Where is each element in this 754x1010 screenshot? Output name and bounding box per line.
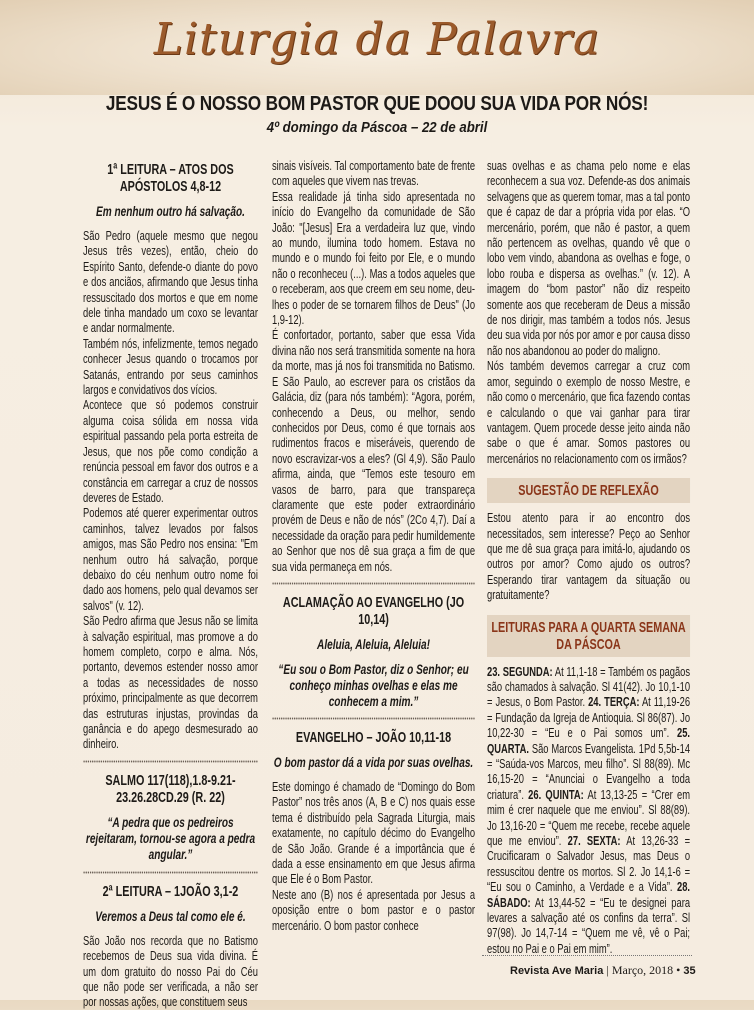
reading1-title: 1ª LEITURA – ATOS DOS APÓSTOLOS 4,8-12 [107, 161, 234, 195]
reading2-subtitle: Veremos a Deus tal como ele é. [95, 907, 246, 924]
divider [83, 871, 258, 874]
paragraph: São João nos recorda que no Batismo recebemos de Deus sua vida divina. É um dom gratuito do nosso Pai do Céu que não pode ser verificada, a não ser por nossas ações, que constituem seus [83, 932, 258, 1010]
paragraph: Também nós, infelizmente, temos negado conhecer Jesus quando o trocamos por Satanás, entrando por seus caminhos largos e convidativos dos vícios. [83, 335, 258, 398]
week-readings-heading: LEITURAS PARA A QUARTA SEMANA DA PÁSCOA [487, 615, 690, 657]
paragraph: São Pedro afirma que Jesus não se limita à salvação espiritual, mas promove a do homem completo, corpo e alma. Nós, portanto, devemos estender nosso amor a todas as necessidades de nosso próximo, principalmente as que decorrem das estruturas injustas, provindas da ganância e do apego desmesurado ao dinheiro. [83, 613, 258, 752]
gospel-title: EVANGELHO – JOÃO 10,11-18 [295, 728, 452, 746]
magazine-name: Revista Ave Maria [510, 965, 604, 977]
day-label: 27. SEXTA: [567, 833, 621, 849]
paragraph: suas ovelhas e as chama pelo nome e elas reconhecem a sua voz. Defende-as dos animais selvagens que as querem tomar, mas a tal ponto que é capaz de dar a própria vida por elas. “O mercenário, porém, que não é pastor, a quem não pertencem as ovelhas, quando vê que o lobo vem vindo, abandona as ovelhas e foge, o lobo rouba e dispersa as ovelhas.” (v. 12). A imagem do “bom pastor” não diz respeito somente aos que receberam de Deus a missão de nos dirigir, mas também a todos nós. Jesus deu sua vida por nós por amor e por causa disso não nos abandonou ao poder do maligno. [487, 158, 691, 358]
page-number: 35 [683, 965, 696, 977]
reading2-title: 2ª LEITURA – 1JOÃO 3,1-2 [102, 882, 239, 900]
divider [272, 717, 475, 720]
day-label: 26. QUINTA: [528, 786, 584, 802]
paragraph: É confortador, portanto, saber que essa Vida divina não nos será transmitida somente na hora da morte, mas já nos foi transmitida no Batismo. E São Paulo, ao escrever para os cristãos da Galácia, diz (para nós também): “Agora, porém, conhecendo a Deus, ou melhor, sendo conhecidos por Deus, como é que tornais aos rudimentos fracos e miseráveis, querendo de novo escravizar-vos a eles? (Gl 4,9). São Paulo afirma, ainda, que “Temos este tesouro em vasos de barro, para que transpareça claramente que este poder extraordinário provém de Deus e não de nós” (2Co 4,7). Daí a necessidade da oração para pedir humildemente ao Senhor que nos dê sua graça a fim de que sua vida permaneça em nós. [272, 327, 476, 574]
paragraph: São Pedro (aquele mesmo que negou Jesus três vezes), então, cheio do Espírito Santo, defende-o diante do povo e dos anciãos, afirmando que Jesus tinha ressuscitado dos mortos e que em nome dele tinha mandado um coxo se levantar e andar normalmente. [83, 228, 258, 336]
paragraph: Este domingo é chamado de “Domingo do Bom Pastor” nos três anos (A, B e C) nos quais esse tema é distribuído pela Sagrada Liturgia, mais exatamente, no capítulo décimo do Evangelho de São João. Grande é a importância que é dada a esse ensinamento em que Jesus afirma que Ele é o Bom Pastor. [272, 778, 476, 887]
paragraph: Neste ano (B) nos é apresentada por Jesus a oposição entre o bom pastor e o pastor mercenário. O bom pastor conhece [272, 886, 476, 933]
day-text: At 11,1-18 = Também os pagãos são chamados à salvação. Sl 41(42). Jo 10,1-10 = Jesus, o Bom Pastor. [487, 663, 691, 710]
paragraph: Nós também devemos carregar a cruz com amor, seguindo o exemplo de nosso Mestre, e não como o mercenário, que fica fazendo contas e calculando o que vai ganhar para tirar vantagem. Quem procede desse jeito ainda não sabe o que é amar. Somos pastores ou mercenários no relacionamento com os irmãos? [487, 358, 691, 466]
day-label: 24. TERÇA: [588, 694, 640, 710]
day-text: At 13,44-52 = “Eu te designei para levares a salvação até os confins da terra”. Sl 97(98). Jo 14,7-14 = “Quem me vê, vê o Pai; estou no Pai e o Pai em mim”. [487, 894, 691, 956]
paragraph: sinais visíveis. Tal comportamento bate de frente com aqueles que vivem nas trevas. [272, 158, 476, 189]
footer-divider [482, 955, 692, 956]
paragraph: Essa realidade já tinha sido apresentada no início do Evangelho da comunidade de São João: "[Jesus] Era a verdadeira luz que, vindo ao mundo, ilumina todo homem. Estava no mundo e o mundo foi feito por Ele, e o mundo não o reconheceu (...). Mas a todos aqueles que o receberam, aos que creem em seu nome, deu-lhes o poder de se tornarem filhos de Deus" (Jo 1,9-12). [272, 188, 476, 328]
column-2 [272, 158, 475, 933]
day-text: At 13,26-33 = Crucificaram o Salvador Jesus, mas Deus o ressuscitou dentre os mortos. Sl 2. Jo 14,1-6 = “Eu sou o Caminho, a Verdade e a Vida”. [487, 833, 691, 895]
day-text: At 13,13-25 = “Crer em mim é crer naquele que me enviou”. Sl 88(89). Jo 13,16-20 = “Quem me recebe, recebe aquele que me enviou”. [487, 786, 691, 849]
day-text: At 11,19-26 = Fundação da Igreja de Antioquia. Sl 86(87). Jo 10,22-30 = “Eu e o Pai somos um”. [487, 694, 691, 741]
psalm-response: “A pedra que os pedreiros rejeitaram, tornou-se agora a pedra angular.” [85, 813, 256, 862]
gospel-subtitle: O bom pastor dá a vida por suas ovelhas. [273, 753, 474, 770]
week-readings [487, 664, 690, 957]
psalm-title: SALMO 117(118),1.8-9.21-23.26.28CD.29 (R. 22) [105, 771, 236, 806]
acclamation-alleluia: Aleluia, Aleluia, Aleluia! [317, 635, 431, 652]
day-label: 23. SEGUNDA: [487, 663, 553, 679]
day-label: 25. QUARTA. [487, 725, 691, 756]
page-subtitle: 4º domingo da Páscoa – 22 de abril [266, 119, 488, 136]
acclamation-text: “Eu sou o Bom Pastor, diz o Senhor; eu conheço minhas ovelhas e elas me conhecem a mim.” [278, 660, 469, 709]
page-footer [510, 963, 696, 978]
divider [272, 582, 475, 585]
issue-date: | Março, 2018 • [606, 963, 681, 977]
reflection-heading: SUGESTÃO DE REFLEXÃO [487, 478, 690, 503]
reading1-subtitle: Em nenhum outro há salvação. [95, 203, 245, 219]
divider [83, 760, 258, 763]
acclamation-title: ACLAMAÇÃO AO EVANGELHO (JO 10,14) [282, 593, 465, 628]
reflection-text: Estou atento para ir ao encontro dos necessitados, sem interesse? Peço ao Senhor que me dê sua graça para imitá-lo, ajudando os outros por amor? Como ajudo os outros? Esperando tirar vantagem da situação ou gratuitamente? [487, 510, 691, 603]
day-text: São Marcos Evangelista. 1Pd 5,5b-14 = “Saúda-vos Marcos, meu filho”. Sl 88(89). Mc 16,15-20 = “Anunciai o Evangelho a toda criatura”. [487, 740, 691, 802]
column-1 [83, 158, 258, 1010]
paragraph: Podemos até querer experimentar outros caminhos, talvez levados por falsos amigos, mas São Pedro nos ensina: "Em nenhum outro há salvação, porque debaixo do céu nenhum outro nome foi dado aos homens, pelo qual devamos ser salvos" (v. 12). [83, 505, 258, 613]
paragraph: Acontece que só podemos construir alguma coisa sólida em nossa vida espiritual passando pela porta estreita de Jesus, que nos põe como condição a renúncia pessoal em favor dos outros e a constância em carregar a cruz de nossos deveres de Estado. [83, 397, 258, 505]
page-title: JESUS É O NOSSO BOM PASTOR QUE DOOU SUA VIDA POR NÓS! [105, 93, 649, 115]
day-label: 28. SÁBADO: [487, 879, 691, 910]
section-logo: Liturgia da Palavra [153, 14, 601, 65]
column-3 [487, 158, 690, 956]
